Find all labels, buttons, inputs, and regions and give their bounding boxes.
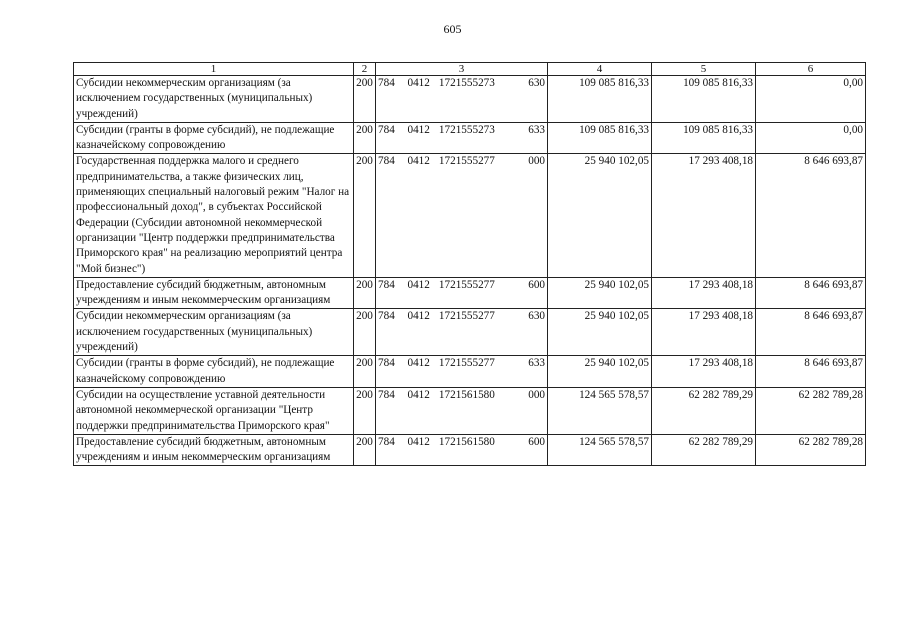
amount-col6: 62 282 789,28: [756, 434, 866, 466]
row-classification: [376, 309, 548, 356]
column-header: 1: [74, 63, 354, 76]
expense-type-code: 630: [528, 77, 545, 89]
section-code: 0412: [407, 278, 430, 291]
column-header: 5: [652, 63, 756, 76]
amount-col6: 8 646 693,87: [756, 154, 866, 277]
section-code: 0412: [407, 77, 430, 89]
row-description: Субсидии некоммерческим организациям (за исключением государственных (муниципальных) учреждений): [74, 76, 354, 123]
page-number: 605: [443, 22, 462, 36]
expense-type-code: 633: [528, 123, 545, 136]
column-header: 6: [756, 63, 866, 76]
row-classification: [376, 76, 548, 123]
row-code: 200: [354, 434, 376, 466]
amount-col5: 17 293 408,18: [652, 309, 756, 356]
target-item-code: 1721561580: [438, 435, 495, 448]
target-item-code: 1721555277: [438, 310, 495, 323]
table-row: [74, 356, 866, 388]
section-code: 0412: [407, 155, 430, 168]
amount-col6: 8 646 693,87: [756, 356, 866, 388]
row-description: Субсидии (гранты в форме субсидий), не подлежащие казначейскому сопровождению: [74, 122, 354, 154]
target-item-code: 1721555277: [438, 278, 495, 291]
row-classification: [376, 122, 548, 154]
target-item-code: 1721555277: [438, 155, 495, 168]
amount-col6: 0,00: [756, 122, 866, 154]
section-code: 0412: [407, 123, 430, 136]
column-header-row: [74, 63, 866, 76]
amount-col4: 109 085 816,33: [548, 76, 652, 123]
section-code: 0412: [407, 357, 430, 370]
row-description: Субсидии (гранты в форме субсидий), не подлежащие казначейскому сопровождению: [74, 356, 354, 388]
expense-type-code: 000: [528, 388, 545, 401]
target-item-code: 1721555273: [438, 123, 495, 136]
target-item-code: 1721561580: [438, 388, 495, 401]
row-classification: [376, 277, 548, 309]
table-row: [74, 122, 866, 154]
expense-type-code: 630: [528, 310, 545, 323]
column-header: 4: [548, 63, 652, 76]
row-code: 200: [354, 76, 376, 123]
expense-type-code: 600: [528, 435, 545, 448]
table-row: [74, 154, 866, 277]
row-code: 200: [354, 356, 376, 388]
row-classification: [376, 434, 548, 466]
budget-table: [73, 62, 866, 466]
amount-col5: 109 085 816,33: [652, 76, 756, 123]
table-row: [74, 434, 866, 466]
table-row: [74, 277, 866, 309]
row-description: Предоставление субсидий бюджетным, автономным учреждениям и иным некоммерческим организациям: [74, 277, 354, 309]
amount-col6: 0,00: [756, 76, 866, 123]
row-code: 200: [354, 122, 376, 154]
amount-col6: 62 282 789,28: [756, 387, 866, 434]
row-code: 200: [354, 387, 376, 434]
amount-col4: 124 565 578,57: [548, 434, 652, 466]
amount-col6: 8 646 693,87: [756, 309, 866, 356]
table-row: [74, 76, 866, 123]
ministry-code: 784: [378, 388, 395, 401]
expense-type-code: 000: [528, 155, 545, 168]
expense-type-code: 600: [528, 278, 545, 291]
row-classification: [376, 387, 548, 434]
amount-col4: 124 565 578,57: [548, 387, 652, 434]
section-code: 0412: [407, 310, 430, 323]
ministry-code: 784: [378, 357, 395, 370]
column-header: 2: [354, 63, 376, 76]
section-code: 0412: [407, 388, 430, 401]
amount-col5: 17 293 408,18: [652, 277, 756, 309]
column-header: 3: [376, 63, 548, 76]
amount-col5: 17 293 408,18: [652, 356, 756, 388]
amount-col6: 8 646 693,87: [756, 277, 866, 309]
row-code: 200: [354, 309, 376, 356]
amount-col4: 25 940 102,05: [548, 309, 652, 356]
amount-col5: 17 293 408,18: [652, 154, 756, 277]
row-code: 200: [354, 154, 376, 277]
row-code: 200: [354, 277, 376, 309]
expense-type-code: 633: [528, 357, 545, 370]
table-row: [74, 387, 866, 434]
ministry-code: 784: [378, 310, 395, 323]
row-description: Субсидии некоммерческим организациям (за исключением государственных (муниципальных) учреждений): [74, 309, 354, 356]
amount-col4: 25 940 102,05: [548, 154, 652, 277]
target-item-code: 1721555273: [438, 77, 495, 89]
ministry-code: 784: [378, 123, 395, 136]
amount-col4: 25 940 102,05: [548, 356, 652, 388]
amount-col5: 109 085 816,33: [652, 122, 756, 154]
row-classification: [376, 356, 548, 388]
ministry-code: 784: [378, 435, 395, 448]
target-item-code: 1721555277: [438, 357, 495, 370]
row-description: Субсидии на осуществление уставной деятельности автономной некоммерческой организации "Центр поддержки предпринимательства Приморского края": [74, 387, 354, 434]
section-code: 0412: [407, 435, 430, 448]
amount-col5: 62 282 789,29: [652, 434, 756, 466]
ministry-code: 784: [378, 77, 395, 89]
amount-col4: 25 940 102,05: [548, 277, 652, 309]
amount-col5: 62 282 789,29: [652, 387, 756, 434]
row-classification: [376, 154, 548, 277]
ministry-code: 784: [378, 155, 395, 168]
table-row: [74, 309, 866, 356]
row-description: Государственная поддержка малого и среднего предпринимательства, а также физических лиц, применяющих специальный налоговый режим "Налог на профессиональный доход", в субъектах Российской Федерации (Субсидии автономной некоммерческой организации "Центр поддержки предпринимательства Приморского края" на реализацию мероприятий центра "Мой бизнес"): [74, 154, 354, 277]
amount-col4: 109 085 816,33: [548, 122, 652, 154]
row-description: Предоставление субсидий бюджетным, автономным учреждениям и иным некоммерческим организациям: [74, 434, 354, 466]
ministry-code: 784: [378, 278, 395, 291]
